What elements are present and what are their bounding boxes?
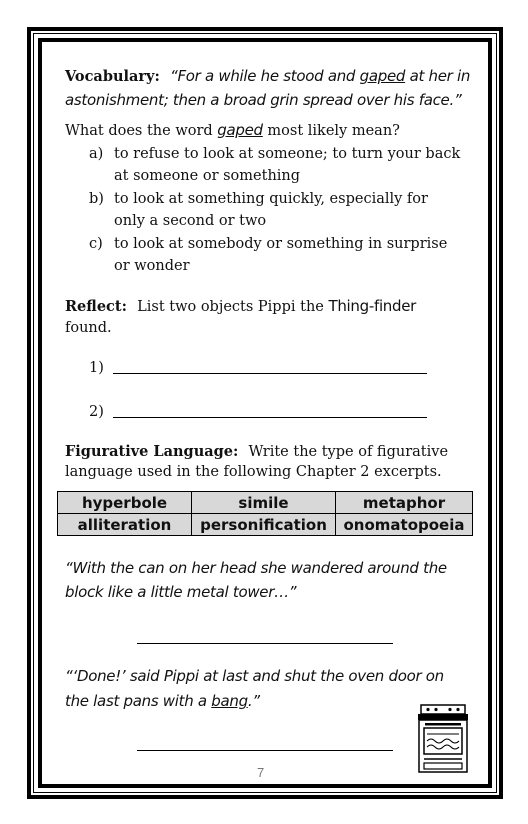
- figurative-word-bank-table: [57, 491, 473, 536]
- figurative-text-line2: language used in the following Chapter 2 excerpts.: [65, 464, 442, 480]
- option-a-text-line1: to refuse to look at someone; to turn your back: [114, 146, 461, 162]
- word-bank-row: [58, 514, 473, 536]
- option-a-letter: a): [89, 146, 104, 162]
- option-c-text-line1: to look at somebody or something in surprise: [114, 236, 448, 252]
- excerpt-1-answer-line[interactable]: [137, 643, 393, 644]
- option-b-text-line1: to look at something quickly, especially for: [114, 191, 428, 207]
- reflect-thing-finder: Thing-finder: [328, 297, 417, 315]
- reflect-line2: found.: [65, 320, 112, 336]
- reflect-item-1-number: 1): [89, 360, 104, 376]
- option-b-text-line2: only a second or two: [114, 213, 267, 229]
- word-bank-row: [58, 492, 473, 514]
- question-part1: What does the word: [65, 123, 218, 139]
- excerpt-1-line2: block like a little metal tower…”: [65, 583, 297, 601]
- excerpt-1-line1: “With the can on her head she wandered around the: [65, 559, 447, 577]
- reflect-line1: [65, 296, 416, 315]
- excerpt-2-part2: .”: [247, 692, 260, 710]
- reflect-item-2-number: 2): [89, 404, 104, 420]
- excerpt-2-line2: [65, 691, 260, 710]
- oven-stove-icon: [417, 703, 469, 775]
- word-bank-cell: personification: [192, 514, 336, 536]
- vocabulary-quote-word: gaped: [359, 67, 406, 85]
- option-b-letter: b): [89, 191, 104, 207]
- question-word: gaped: [217, 121, 263, 139]
- word-bank-cell: metaphor: [336, 492, 473, 514]
- figurative-line1: [65, 441, 448, 460]
- figurative-label: Figurative Language:: [65, 443, 239, 460]
- word-bank-cell: hyperbole: [58, 492, 192, 514]
- vocabulary-label: Vocabulary:: [65, 68, 160, 85]
- vocabulary-quote-part2: at her in: [405, 67, 471, 85]
- reflect-answer-line-2[interactable]: [113, 417, 427, 418]
- option-c-text-line2: or wonder: [114, 258, 190, 274]
- option-c-letter: c): [89, 236, 103, 252]
- excerpt-2-word: bang: [211, 692, 248, 710]
- word-bank-cell: alliteration: [58, 514, 192, 536]
- question-part2: most likely mean?: [262, 123, 400, 139]
- figurative-text-line1: Write the type of figurative: [248, 444, 449, 460]
- vocabulary-quote-part1: “For a while he stood and: [170, 67, 360, 85]
- reflect-label: Reflect:: [65, 298, 127, 315]
- option-a-text-line2: at someone or something: [114, 168, 301, 184]
- excerpt-2-part1: the last pans with a: [65, 692, 212, 710]
- excerpt-2-line1: “‘Done!’ said Pippi at last and shut the oven door on: [65, 667, 444, 685]
- vocabulary-heading-line: [65, 66, 470, 85]
- word-bank-cell: onomatopoeia: [336, 514, 473, 536]
- reflect-text-part1: List two objects Pippi the: [137, 299, 329, 315]
- reflect-answer-line-1[interactable]: [113, 373, 427, 374]
- vocabulary-question: [65, 120, 400, 139]
- word-bank-cell: simile: [192, 492, 336, 514]
- excerpt-2-answer-line[interactable]: [137, 750, 393, 751]
- vocabulary-quote-line2: astonishment; then a broad grin spread over his face.”: [65, 91, 462, 109]
- page-number: 7: [257, 765, 265, 780]
